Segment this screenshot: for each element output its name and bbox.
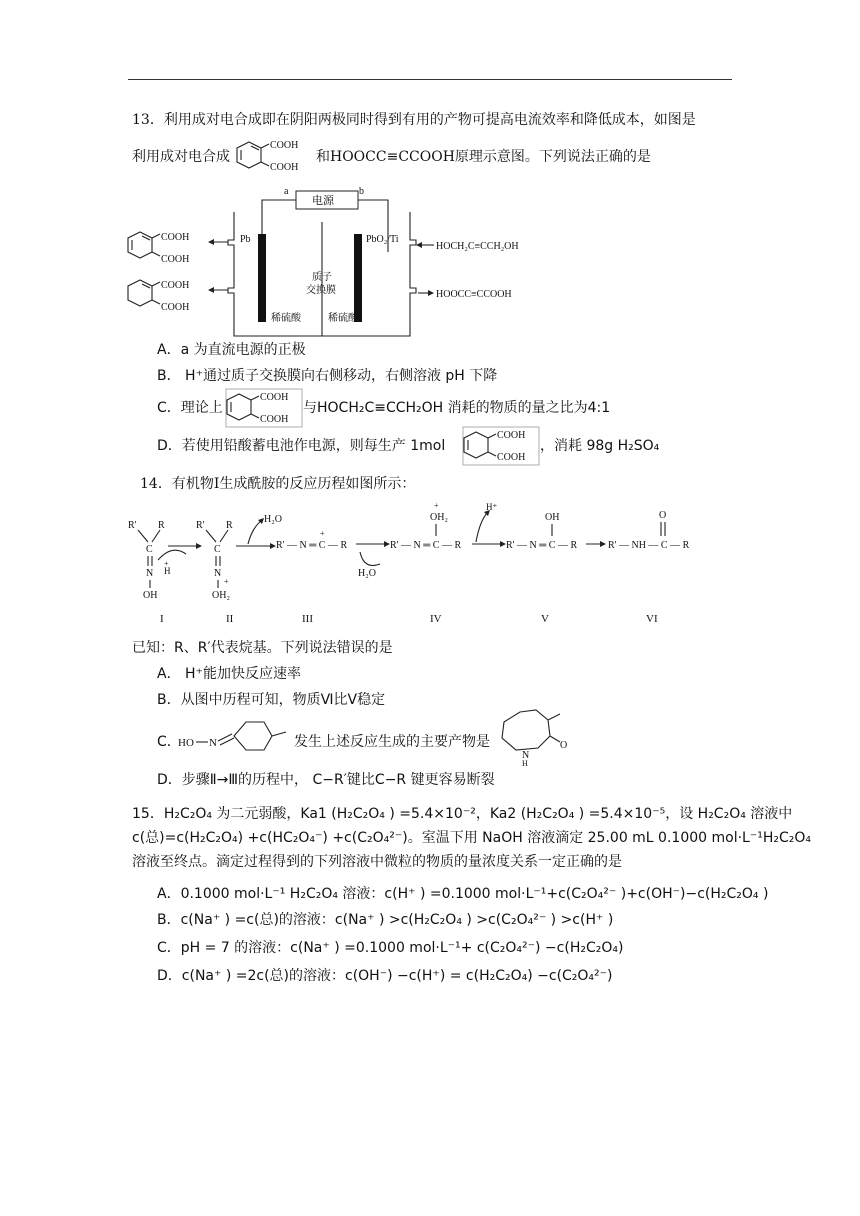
svg-text:+: + bbox=[224, 577, 229, 586]
svg-text:N: N bbox=[214, 568, 222, 579]
svg-text:COOH: COOH bbox=[270, 162, 299, 173]
svg-text:H: H bbox=[522, 759, 528, 768]
q15-option-a: A．0.1000 mol·L⁻¹ H₂C₂O₄ 溶液：c(H⁺ ) =0.1000 mol·L⁻¹+c(C₂O₄²⁻ )+c(OH⁻)−c(H₂C₂O₄ ) bbox=[157, 886, 769, 902]
svg-text:R': R' bbox=[128, 520, 137, 531]
anode-label-pbo2: PbO₂/Ti bbox=[366, 234, 399, 245]
q14-option-d: D．步骤Ⅱ→Ⅲ的历程中， C−R′键比C−R 键更容易断裂 bbox=[157, 772, 495, 788]
svg-text:C: C bbox=[214, 544, 221, 555]
svg-text:C: C bbox=[146, 544, 153, 555]
membrane-label-2: 交换膜 bbox=[306, 285, 336, 296]
svg-text:OH₂: OH₂ bbox=[212, 590, 230, 601]
label-vi: VI bbox=[646, 613, 658, 625]
svg-text:R': R' bbox=[196, 520, 205, 531]
svg-text:R' — N ═ C — R: R' — N ═ C — R bbox=[390, 540, 462, 551]
q14-option-a: A． H⁺能加快反应速率 bbox=[157, 666, 301, 682]
q15-option-d: D．c(Na⁺ ) =2c(总)的溶液：c(OH⁻) −c(H⁺) = c(H₂C₂O₄) −c(C₂O₄²⁻) bbox=[157, 968, 613, 984]
q14-option-c-pre: C． bbox=[157, 734, 181, 750]
terminal-b-label: b bbox=[359, 186, 364, 197]
svg-text:+: + bbox=[434, 501, 439, 510]
svg-text:COOH: COOH bbox=[497, 452, 526, 463]
svg-text:COOH: COOH bbox=[270, 140, 299, 151]
q13-option-c-pre: C．理论上 bbox=[157, 400, 223, 416]
acid-left-label: 稀硫酸 bbox=[271, 313, 301, 324]
svg-text:R: R bbox=[158, 520, 165, 531]
cathode-label-pb: Pb bbox=[240, 234, 251, 245]
electrolysis-cell-diagram bbox=[126, 180, 546, 340]
q15-stem-line1: 15．H₂C₂O₄ 为二元弱酸，Ka1 (H₂C₂O₄ ) =5.4×10⁻²，Ka2 (H₂C₂O₄ ) =5.4×10⁻⁵，设 H₂C₂O₄ 溶液中 bbox=[132, 806, 793, 822]
phthalic-acid-structure-stem bbox=[235, 136, 317, 176]
label-ii: II bbox=[226, 613, 234, 625]
svg-text:OH₂: OH₂ bbox=[430, 512, 448, 523]
q13-option-d-post: ，消耗 98g H₂SO₄ bbox=[540, 438, 660, 454]
product-acetylenedicarboxylic: HOOCC≡CCOOH bbox=[436, 289, 512, 300]
q14-known: 已知：R、R′代表烷基。下列说法错误的是 bbox=[132, 640, 393, 656]
svg-text:N: N bbox=[146, 568, 154, 579]
q13-option-b: B． H⁺通过质子交换膜向右侧移动，右侧溶液 pH 下降 bbox=[157, 368, 498, 384]
svg-text:H₂O: H₂O bbox=[358, 568, 376, 579]
reactant-butynediol: HOCH₂C≡CCH₂OH bbox=[436, 241, 519, 252]
q15-option-b: B．c(Na⁺ ) =c(总)的溶液：c(Na⁺ ) >c(H₂C₂O₄ ) >c(C₂O₄²⁻ ) >c(H⁺ ) bbox=[157, 912, 614, 928]
label-iv: IV bbox=[430, 613, 442, 625]
svg-text:OH: OH bbox=[545, 512, 560, 523]
svg-text:COOH: COOH bbox=[260, 414, 289, 425]
svg-text:R' — N ═ C — R: R' — N ═ C — R bbox=[276, 540, 348, 551]
q13-option-d-pre: D．若使用铅酸蓄电池作电源，则每生产 1mol bbox=[157, 438, 446, 454]
svg-text:N: N bbox=[522, 750, 530, 761]
membrane-label-1: 质子 bbox=[312, 272, 332, 283]
svg-text:R' — NH — C — R: R' — NH — C — R bbox=[608, 540, 690, 551]
phthalic-acid-structure-d bbox=[462, 426, 540, 466]
q14-option-c-mid: 发生上述反应生成的主要产物是 bbox=[294, 734, 490, 750]
q14-stem: 14．有机物Ⅰ生成酰胺的反应历程如图所示： bbox=[140, 476, 416, 492]
q13-stem-line2-pre: 利用成对电合成 bbox=[132, 149, 230, 165]
q13-option-c-post: 与HOCH₂C≡CCH₂OH 消耗的物质的量之比为4:1 bbox=[303, 400, 611, 416]
q15-stem-line3: 溶液至终点。滴定过程得到的下列溶液中微粒的物质的量浓度关系一定正确的是 bbox=[132, 854, 622, 870]
svg-text:O: O bbox=[560, 740, 568, 751]
label-iii: III bbox=[302, 613, 313, 625]
svg-text:H⁺: H⁺ bbox=[486, 502, 498, 512]
cyclohexanone-oxime-structure bbox=[176, 712, 294, 766]
svg-text:COOH: COOH bbox=[161, 302, 190, 313]
svg-text:H₂O: H₂O bbox=[264, 514, 282, 525]
svg-text:R: R bbox=[226, 520, 233, 531]
svg-text:N: N bbox=[209, 737, 217, 749]
svg-text:COOH: COOH bbox=[161, 280, 190, 291]
svg-text:COOH: COOH bbox=[161, 232, 190, 243]
terminal-a-label: a bbox=[284, 186, 289, 197]
q13-option-a: A．a 为直流电源的正极 bbox=[157, 342, 306, 358]
amide-mechanism-diagram bbox=[124, 498, 704, 628]
svg-text:COOH: COOH bbox=[260, 392, 289, 403]
q14-option-b: B．从图中历程可知，物质Ⅵ比Ⅴ稳定 bbox=[157, 692, 386, 708]
label-i: I bbox=[160, 613, 164, 625]
svg-text:COOH: COOH bbox=[497, 430, 526, 441]
phthalic-acid-structure-c bbox=[225, 388, 303, 428]
label-v: V bbox=[541, 613, 549, 625]
q15-option-c: C．pH = 7 的溶液：c(Na⁺ ) =0.1000 mol·L⁻¹+ c(C₂O₄²⁻) −c(H₂C₂O₄) bbox=[157, 940, 624, 956]
caprolactam-product-structure bbox=[490, 704, 574, 768]
svg-text:COOH: COOH bbox=[161, 254, 190, 265]
q15-stem-line2: c(总)=c(H₂C₂O₄) +c(HC₂O₄⁻) +c(C₂O₄²⁻)。室温下用 NaOH 溶液滴定 25.00 mL 0.1000 mol·L⁻¹H₂C₂O₄ bbox=[132, 830, 811, 846]
svg-text:O: O bbox=[659, 510, 667, 521]
header-rule bbox=[128, 79, 732, 80]
power-supply-label: 电源 bbox=[312, 194, 334, 207]
svg-text:H: H bbox=[164, 566, 171, 576]
acid-right-label: 稀硫酸 bbox=[328, 313, 358, 324]
q13-stem-line2-mid: 和HOOCC≡CCOOH原理示意图。下列说法正确的是 bbox=[316, 149, 651, 165]
svg-text:HO: HO bbox=[178, 737, 194, 749]
svg-text:+: + bbox=[320, 529, 325, 538]
q13-stem-line1: 13．利用成对电合成即在阴阳两极同时得到有用的产物可提高电流效率和降低成本，如图是 bbox=[132, 112, 696, 128]
svg-text:R' — N ═ C — R: R' — N ═ C — R bbox=[506, 540, 578, 551]
svg-text:OH: OH bbox=[143, 590, 158, 601]
svg-text:+: + bbox=[164, 559, 169, 568]
